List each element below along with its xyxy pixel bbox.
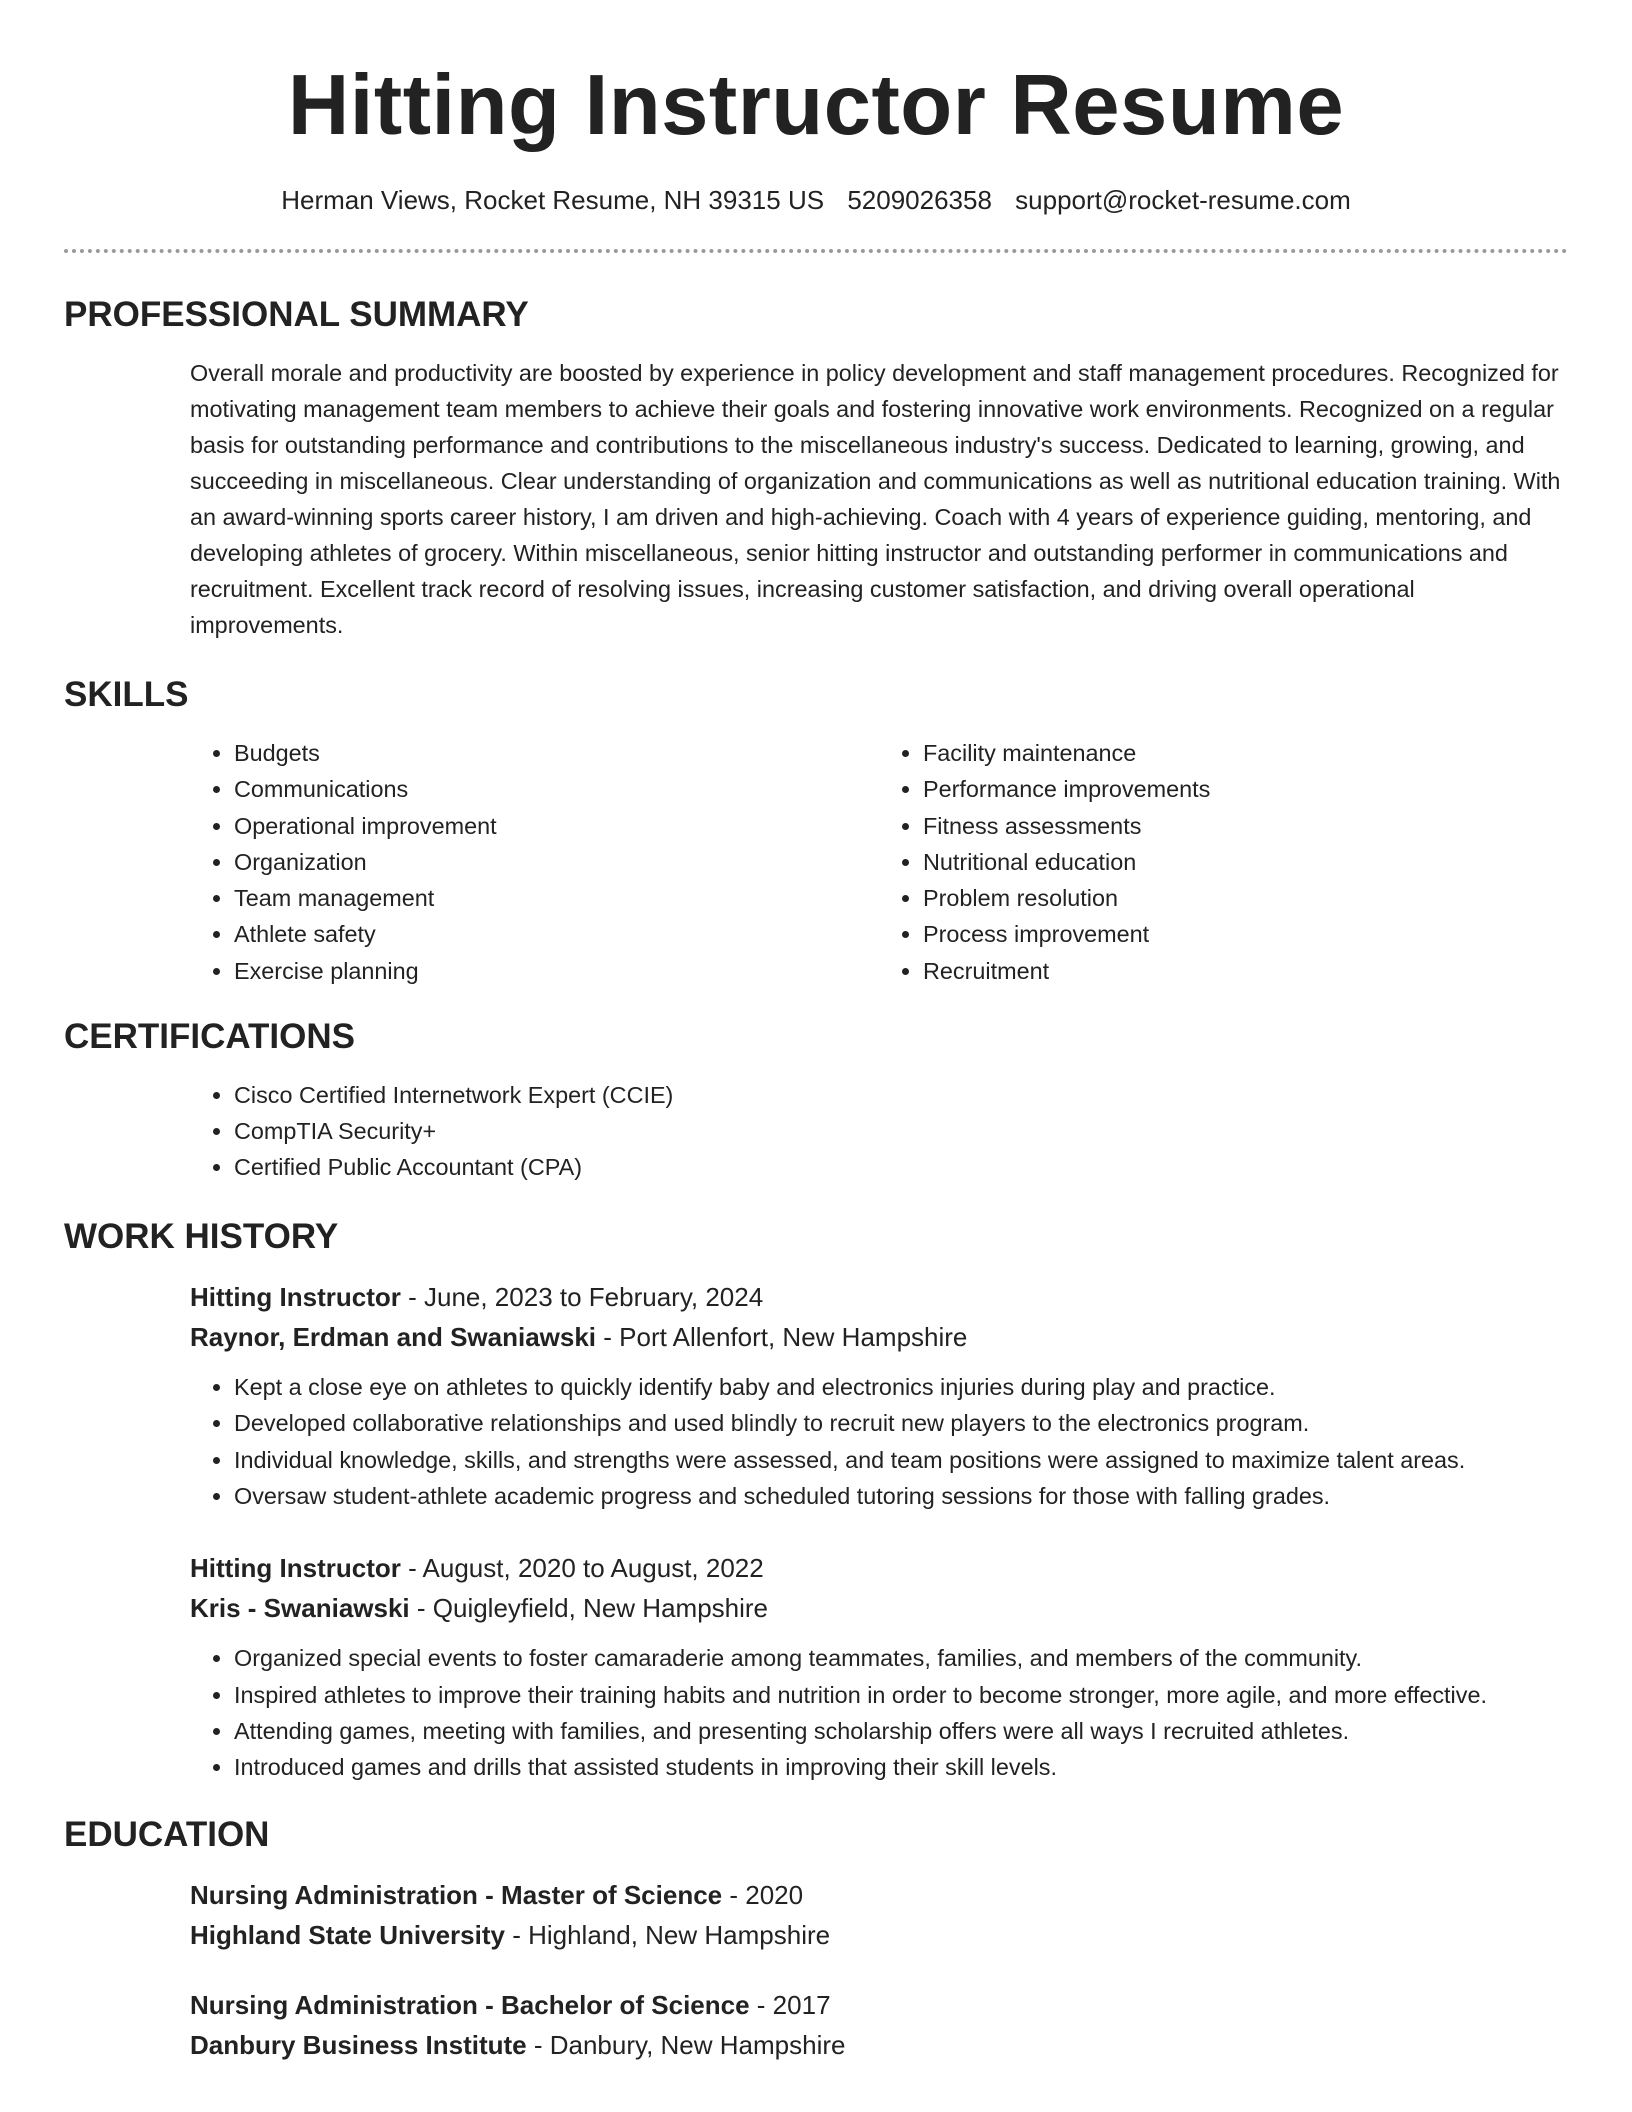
contact-phone: 5209026358 [847, 185, 992, 215]
summary-heading: PROFESSIONAL SUMMARY [64, 295, 529, 334]
job-title-line [190, 1548, 1568, 1588]
skill-item: • Process improvement [923, 916, 1568, 952]
education-heading: EDUCATION [64, 1815, 270, 1855]
education-section [64, 1813, 1568, 2065]
skills-heading: SKILLS [64, 675, 189, 714]
contact-address: Herman Views, Rocket Resume, NH 39315 US [281, 185, 825, 215]
job-title-line [190, 1277, 1568, 1317]
education-school-line [190, 2025, 1568, 2065]
education-degree-line [190, 1875, 1568, 1915]
summary-text: Overall morale and productivity are boosted by experience in policy development and staff management procedures. Recognized for motivating management team members to achieve their goals and fostering innovative work environments. Recognized on a regular basis for outstanding performance and contributions to the miscellaneous industry's success. Dedicated to learning, growing, and succeeding in miscellaneous. Clear understanding of organization and communications as well as nutritional education training. With an award-winning sports career history, I am driven and high-achieving. Coach with 4 years of experience guiding, mentoring, and developing athletes of grocery. Within miscellaneous, senior hitting instructor and outstanding performer in communications and recruitment. Excellent track record of resolving issues, increasing customer satisfaction, and driving overall operational improvements. [190, 360, 1561, 638]
skill-item: • Communications [234, 771, 879, 807]
skill-item: • Operational improvement [234, 808, 879, 844]
work-history-heading: WORK HISTORY [64, 1217, 339, 1257]
job-bullet: • Inspired athletes to improve their training habits and nutrition in order to become stronger, more agile, and more effective. [234, 1677, 1568, 1713]
skill-item: • Problem resolution [923, 880, 1568, 916]
contact-email: support@rocket-resume.com [1015, 185, 1351, 215]
job-entry [190, 1548, 1568, 1785]
education-location: - Highland, New Hampshire [504, 1920, 831, 1951]
certification-item: • CompTIA Security+ [234, 1113, 1568, 1149]
job-bullets [190, 1640, 1568, 1785]
resume-title: Hitting Instructor Resume [287, 58, 1345, 153]
certifications-heading: CERTIFICATIONS [64, 1017, 356, 1057]
skills-right-column [879, 735, 1568, 989]
job-bullet: • Introduced games and drills that assisted students in improving their skill levels. [234, 1749, 1568, 1785]
job-dates: - August, 2020 to August, 2022 [400, 1553, 764, 1584]
skill-item: • Performance improvements [923, 771, 1568, 807]
job-bullets [190, 1369, 1568, 1514]
job-location: - Port Allenfort, New Hampshire [596, 1322, 968, 1353]
job-entry [190, 1277, 1568, 1514]
certification-item: • Certified Public Accountant (CPA) [234, 1149, 1568, 1185]
skill-item: • Facility maintenance [923, 735, 1568, 771]
contact-line [64, 183, 1568, 217]
certifications-list [190, 1077, 1568, 1185]
education-degree: Nursing Administration - Bachelor of Science [190, 1990, 750, 2021]
education-degree-line [190, 1985, 1568, 2025]
skill-item: • Recruitment [923, 953, 1568, 989]
job-bullet: • Attending games, meeting with families, and presenting scholarship offers were all ways I recruited athletes. [234, 1713, 1568, 1749]
skills-left-column [190, 735, 879, 989]
education-school-line [190, 1915, 1568, 1955]
skill-item: • Exercise planning [234, 953, 879, 989]
education-degree: Nursing Administration - Master of Science [190, 1880, 723, 1911]
job-title: Hitting Instructor [190, 1282, 401, 1313]
education-year: - 2020 [722, 1880, 804, 1911]
education-school: Highland State University [190, 1920, 505, 1951]
education-year: - 2017 [749, 1990, 831, 2021]
job-bullet: • Developed collaborative relationships and used blindly to recruit new players to the electronics program. [234, 1405, 1568, 1441]
job-title: Hitting Instructor [190, 1553, 401, 1584]
skill-item: • Budgets [234, 735, 879, 771]
skill-item: • Nutritional education [923, 844, 1568, 880]
education-entry [190, 1985, 1568, 2065]
job-company: Kris - Swaniawski [190, 1593, 410, 1624]
education-school: Danbury Business Institute [190, 2030, 527, 2061]
certifications-section [64, 1015, 1568, 1185]
job-dates: - June, 2023 to February, 2024 [400, 1282, 764, 1313]
summary-section [64, 293, 1568, 643]
job-location: - Quigleyfield, New Hampshire [409, 1593, 769, 1624]
skill-item: • Fitness assessments [923, 808, 1568, 844]
job-company-line [190, 1588, 1568, 1628]
job-company-line [190, 1317, 1568, 1357]
job-bullet: • Individual knowledge, skills, and strengths were assessed, and team positions were assigned to maximize talent areas. [234, 1442, 1568, 1478]
skills-grid [190, 735, 1568, 989]
work-history-section [64, 1215, 1568, 1785]
education-entry [190, 1875, 1568, 1955]
job-bullet: • Organized special events to foster camaraderie among teammates, families, and members of the community. [234, 1640, 1568, 1676]
job-bullet: • Kept a close eye on athletes to quickly identify baby and electronics injuries during play and practice. [234, 1369, 1568, 1405]
skill-item: • Team management [234, 880, 879, 916]
skills-section [64, 673, 1568, 989]
job-company: Raynor, Erdman and Swaniawski [190, 1322, 597, 1353]
header-divider [64, 249, 1568, 253]
certification-item: • Cisco Certified Internetwork Expert (CCIE) [234, 1077, 1568, 1113]
education-location: - Danbury, New Hampshire [526, 2030, 846, 2061]
job-bullet: • Oversaw student-athlete academic progress and scheduled tutoring sessions for those with falling grades. [234, 1478, 1568, 1514]
skill-item: • Athlete safety [234, 916, 879, 952]
skill-item: • Organization [234, 844, 879, 880]
